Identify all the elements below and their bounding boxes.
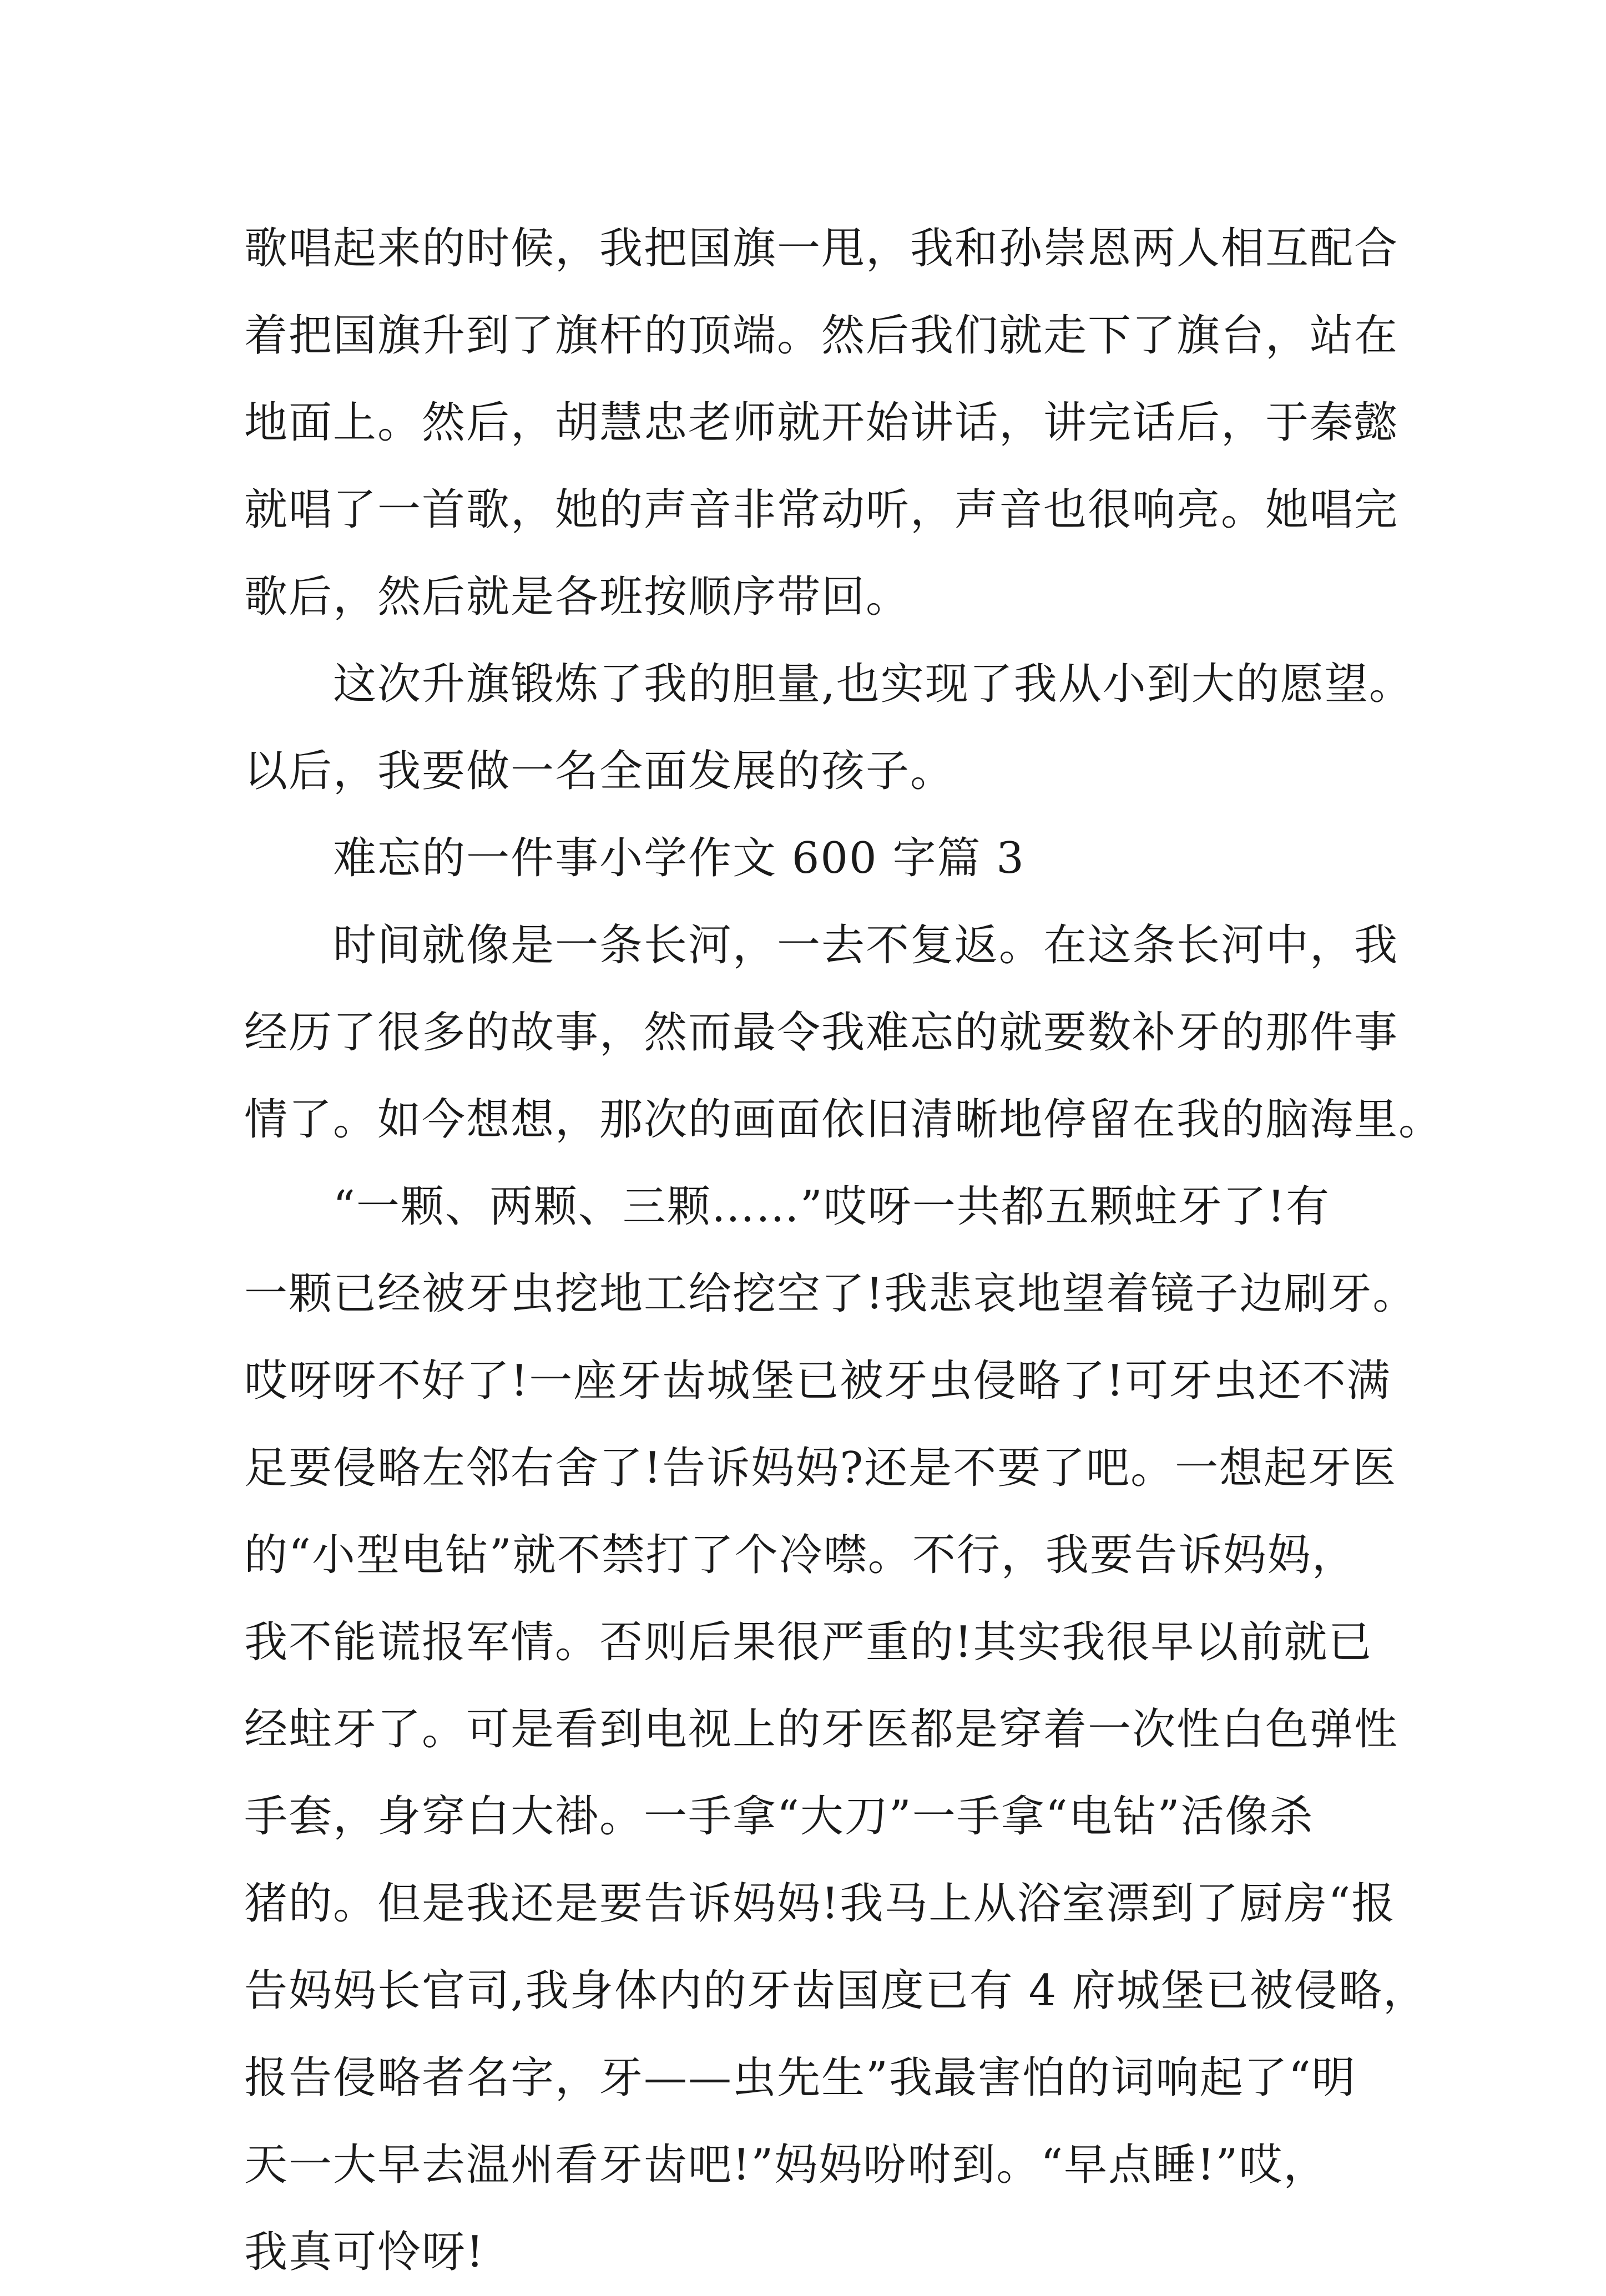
- text-line: 猪的。但是我还是要告诉妈妈!我马上从浴室漂到了厨房“报: [244, 1879, 1396, 1929]
- text-line: 就唱了一首歌，她的声音非常动听，声音也很响亮。她唱完: [244, 485, 1399, 535]
- text-line: 一颗已经被牙虫挖地工给挖空了!我悲哀地望着镜子边刷牙。: [244, 1269, 1417, 1319]
- text-line: 地面上。然后，胡慧忠老师就开始讲话，讲完话后，于秦懿: [244, 398, 1399, 448]
- text-line: 告妈妈长官司,我身体内的牙齿国度已有 4 府城堡已被侵略，: [244, 1966, 1428, 2016]
- text-line: 这次升旗锻炼了我的胆量,也实现了我从小到大的愿望。: [333, 659, 1413, 709]
- text-line: 经蛀牙了。可是看到电视上的牙医都是穿着一次性白色弹性: [244, 1705, 1399, 1754]
- text-line: 经历了很多的故事，然而最令我难忘的就要数补牙的那件事: [244, 1008, 1399, 1058]
- text-line: 以后，我要做一名全面发展的孩子。: [244, 746, 955, 796]
- text-line: 着把国旗升到了旗杆的顶端。然后我们就走下了旗台，站在: [244, 311, 1399, 361]
- text-line: 哎呀呀不好了!一座牙齿城堡已被牙虫侵略了!可牙虫还不满: [244, 1356, 1391, 1406]
- section-heading: 难忘的一件事小学作文 600 字篇 3: [333, 833, 1025, 883]
- text-line: 情了。如今想想，那次的画面依旧清晰地停留在我的脑海里。: [244, 1095, 1443, 1145]
- document-body: [244, 205, 1443, 2296]
- text-line: 歌唱起来的时候，我把国旗一甩，我和孙崇恩两人相互配合: [244, 224, 1399, 274]
- text-line: 的“小型电钻”就不禁打了个冷噤。不行，我要告诉妈妈，: [244, 1530, 1356, 1580]
- text-line: 歌后，然后就是各班按顺序带回。: [244, 572, 911, 622]
- text-line: 报告侵略者名字，牙——虫先生”我最害怕的词响起了“明: [244, 2053, 1356, 2103]
- text-line: 手套，身穿白大褂。一手拿“大刀”一手拿“电钻”活像杀: [244, 1792, 1314, 1842]
- text-line: 我真可怜呀!: [244, 2227, 485, 2277]
- text-line: 我不能谎报军情。否则后果很严重的!其实我很早以前就已: [244, 1617, 1373, 1667]
- text-line: 时间就像是一条长河，一去不复返。在这条长河中，我: [333, 921, 1399, 970]
- text-line: 足要侵略左邻右舍了!告诉妈妈?还是不要了吧。一想起牙医: [244, 1443, 1397, 1493]
- text-line: 天一大早去温州看牙齿吧!”妈妈吩咐到。“早点睡!”哎，: [244, 2140, 1328, 2190]
- text-line: “一颗、两颗、三颗……”哎呀一共都五颗蛀牙了!有: [333, 1182, 1331, 1232]
